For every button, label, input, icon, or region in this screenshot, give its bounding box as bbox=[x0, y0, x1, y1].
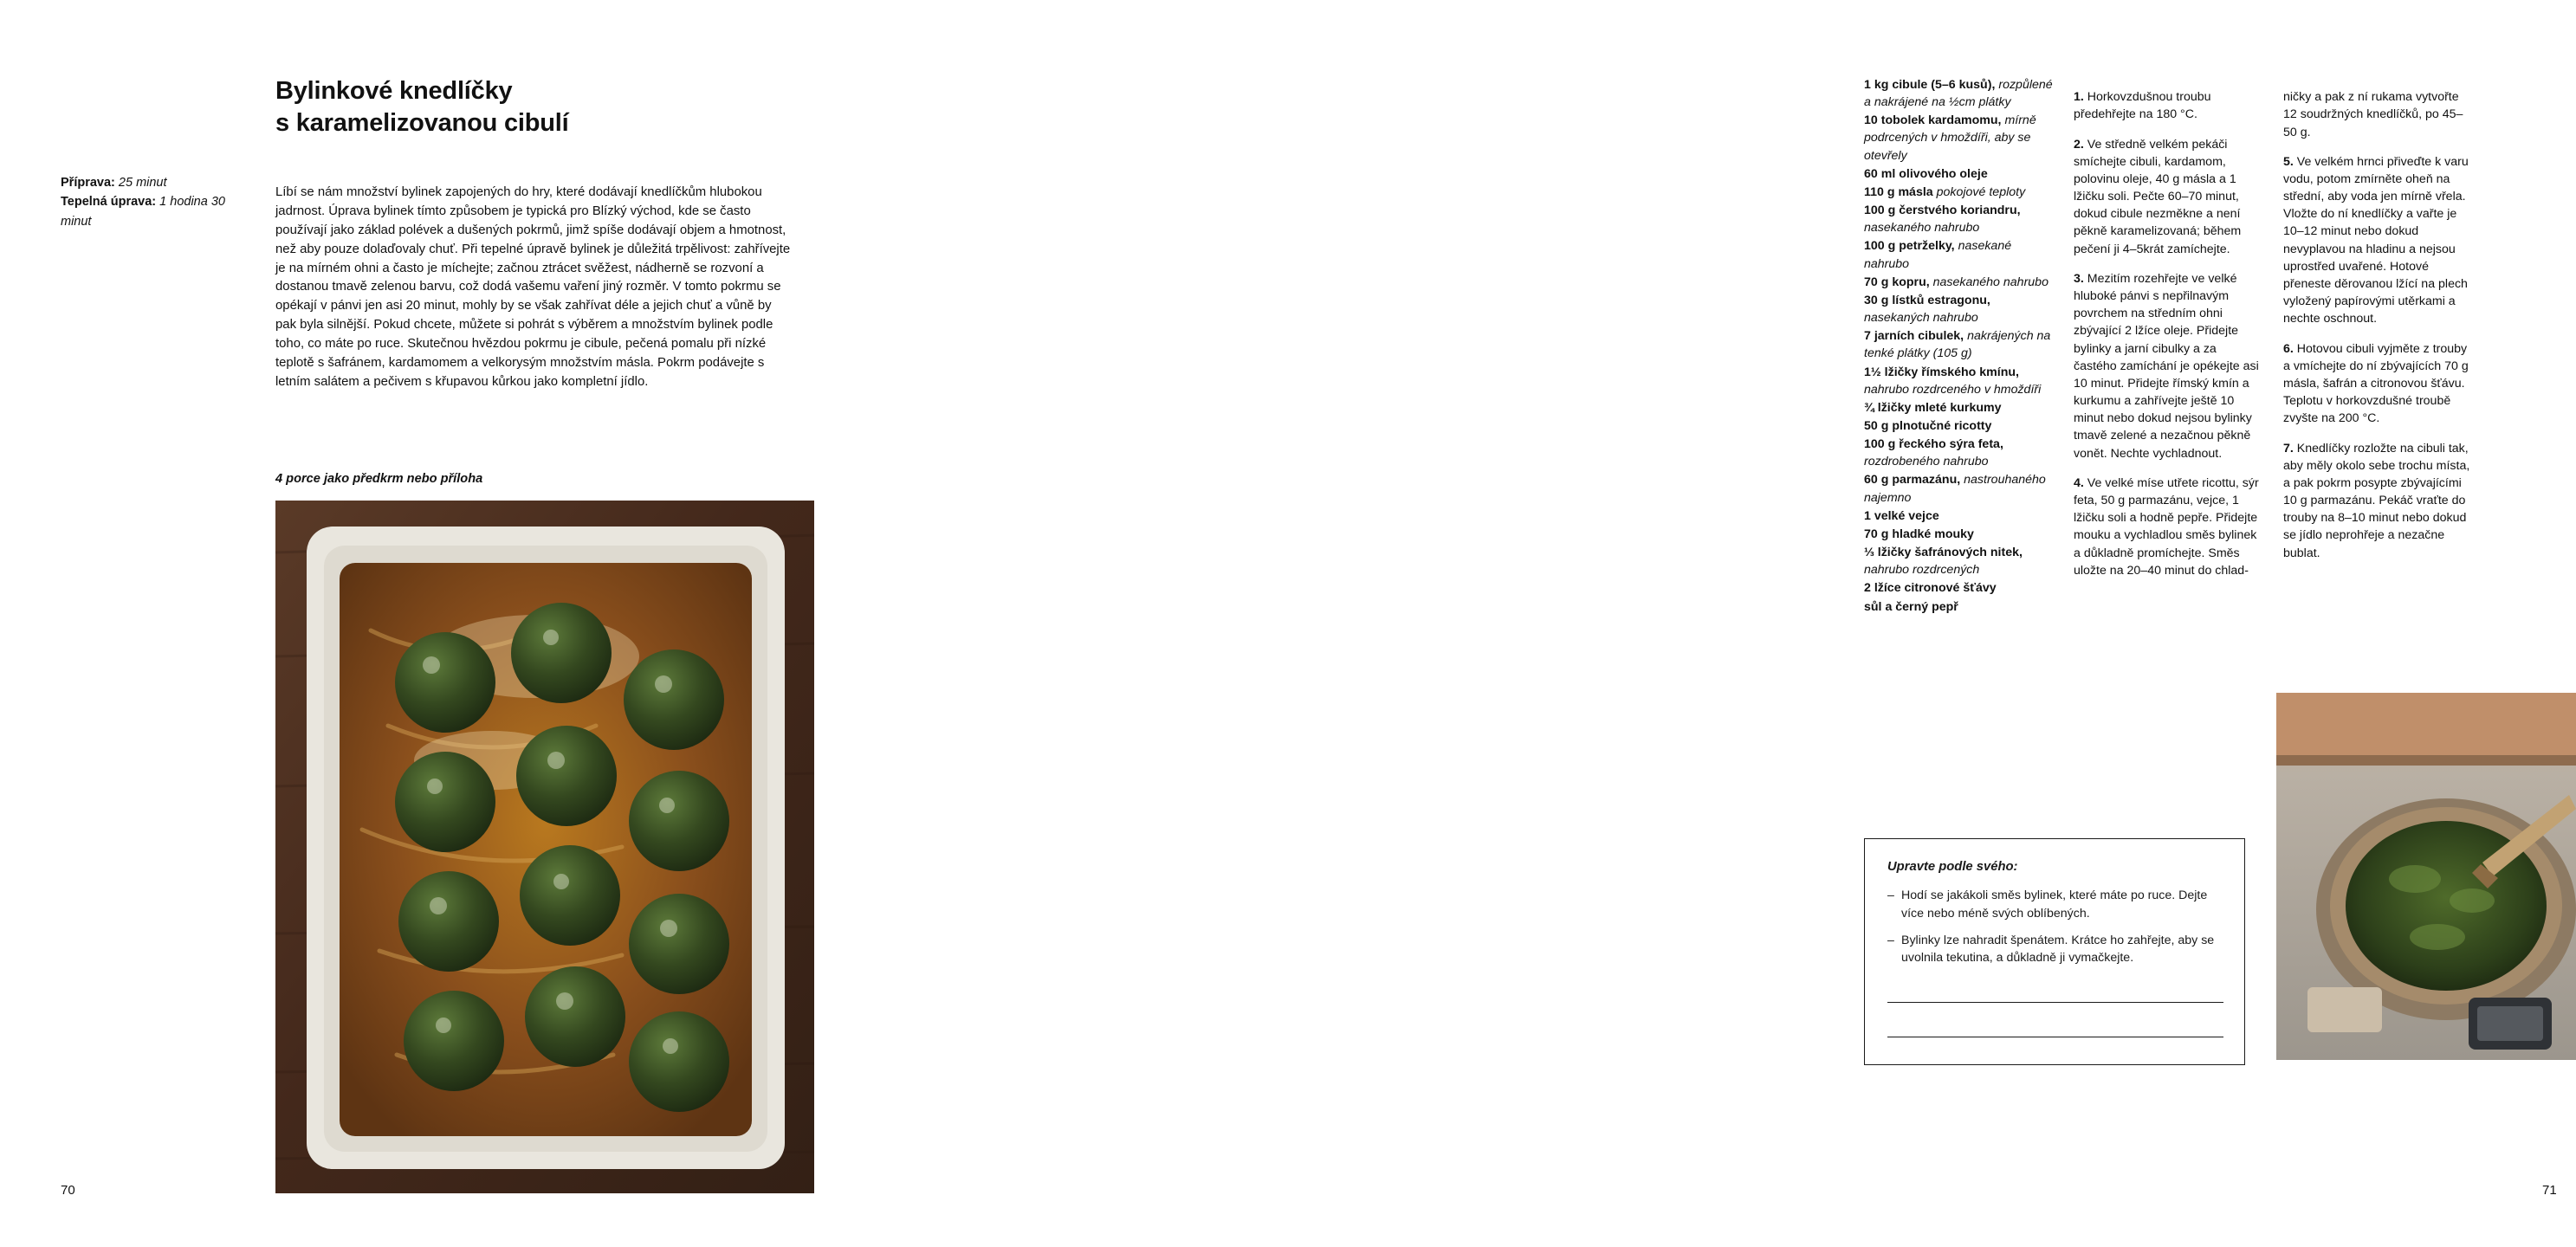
tip-box bbox=[1864, 838, 2245, 1065]
ingredient-item bbox=[1864, 165, 2053, 183]
method-step bbox=[2283, 440, 2476, 562]
ingredient-note: mírně podrcených v hmoždíři, aby se otevřely bbox=[1864, 113, 2036, 163]
cook-label: Tepelná úprava: bbox=[61, 195, 157, 210]
method-step bbox=[2074, 270, 2262, 462]
method-step bbox=[2283, 340, 2476, 428]
recipe-intro: Líbí se nám množství bylinek zapojených do hry, které dodávají knedlíčkům hlubokou jadrnost. Úprava bylinek tímto způsobem je typická pro Blízký východ, kde se často používají jako základ polévek a dušených pokrmů, jimž spíše dodávají objem a hmotnost, než aby pouze dolaďovaly chuť. Při tepelné úpravě bylinek je důležitá trpělivost: zahřívejte je na mírném ohni a často je míchejte; začnou ztrácet svěžest, nádherně se rozvoní a dostanou tmavě zelenou barvu, což dodá vašemu vaření jiný rozměr. V tomto pokrmu se opékají v pánvi jen asi 20 minut, mohly by se však zahřívat déle a jejich chuť a vůně by pak byla silnější. Pokud chcete, můžete si pohrát s výběrem a množstvím bylinek podle toho, co máte po ruce. Skutečnou hvězdou pokrmu je cibule, pečená pomalu při nízké teplotě s šafránem, kardamomem a velkorysým množstvím másla. Pokrm podávejte s letním salátem a pečivem s křupavou kůrkou jako kompletní jídlo. bbox=[275, 184, 791, 389]
step-number: 2. bbox=[2074, 137, 2084, 152]
ingredients-list bbox=[1864, 76, 2053, 617]
ingredient-note: rozpůlené a nakrájené na ½cm plátky bbox=[1864, 78, 2053, 110]
ingredient-item bbox=[1864, 76, 2053, 111]
step-number: 5. bbox=[2283, 154, 2294, 169]
ingredient-main: 60 g parmazánu, bbox=[1864, 473, 1961, 488]
ingredient-main: 1 velké vejce bbox=[1864, 508, 1939, 523]
method-step bbox=[2074, 475, 2262, 579]
ingredient-main: 100 g petrželky, bbox=[1864, 239, 1955, 254]
ingredient-item bbox=[1864, 507, 2053, 525]
ingredient-item bbox=[1864, 327, 2053, 362]
ingredient-note: pokojové teploty bbox=[1936, 184, 2026, 199]
step-text: ničky a pak z ní rukama vytvořte 12 soudržných knedlíčků, po 45–50 g. bbox=[2283, 90, 2463, 139]
ingredient-main: ⅓ lžičky šafránových nitek, bbox=[1864, 546, 2023, 560]
step-text: Ve velkém hrnci přiveďte k varu vodu, potom zmírněte oheň na střední, aby voda jen mírně vřela. Vložte do ní knedlíčky a vařte je 10–12 minut nebo dokud nevyplavou na hladinu a nejsou uprostřed uvařené. Hotové přeneste děrovanou lžící na plech vyložený papírovými utěrkami a nechte oschnout. bbox=[2283, 154, 2469, 326]
method-column-1 bbox=[2074, 76, 2262, 591]
tip-box-heading: Upravte podle svého: bbox=[1887, 860, 2018, 874]
ingredient-main: 100 g řeckého sýra feta, bbox=[1864, 437, 2003, 452]
tip-box-list bbox=[1887, 887, 2222, 966]
ingredient-main: 7 jarních cibulek, bbox=[1864, 329, 1964, 344]
ingredient-item bbox=[1864, 237, 2053, 272]
step-text: Knedlíčky rozložte na cibuli tak, aby měly okolo sebe trochu místa, a pak pokrm posypte zbývajícími 10 g parmazánu. Pekáč vraťte do trouby na 8–10 minut nebo dokud se jídlo neprohřeje a nezačne bublat. bbox=[2283, 441, 2470, 560]
ingredient-item bbox=[1864, 112, 2053, 164]
recipe-meta bbox=[61, 173, 243, 231]
recipe-photo-main bbox=[275, 501, 814, 1193]
ingredient-note: nakrájených na tenké plátky (105 g) bbox=[1864, 329, 2051, 361]
prep-value: 25 minut bbox=[118, 176, 167, 190]
page-number-left: 70 bbox=[61, 1183, 75, 1198]
method-step bbox=[2074, 136, 2262, 258]
title-line-1: Bylinkové knedlíčky bbox=[275, 77, 513, 106]
tip-item: – Hodí se jakákoli směs bylinek, které máte po ruce. Dejte více nebo méně svých oblíbených. bbox=[1887, 887, 2222, 922]
step-number: 7. bbox=[2283, 441, 2294, 456]
ingredient-note: nasekaného nahrubo bbox=[1864, 221, 1980, 236]
tip-item: – Bylinky lze nahradit špenátem. Krátce ho zahřejte, aby se uvolnila tekutina, a důkladně ji vymačkejte. bbox=[1887, 932, 2222, 967]
note-rule bbox=[1887, 1002, 2223, 1003]
ingredient-main: 110 g másla bbox=[1864, 184, 1933, 199]
step-number: 1. bbox=[2074, 90, 2084, 105]
step-number: 4. bbox=[2074, 475, 2084, 490]
page-title bbox=[275, 75, 812, 139]
method-column-2 bbox=[2283, 76, 2476, 574]
ingredient-item bbox=[1864, 399, 2053, 417]
ingredient-main: 70 g kopru, bbox=[1864, 275, 1930, 289]
recipe-servings: 4 porce jako předkrm nebo příloha bbox=[275, 471, 483, 486]
ingredient-note: nahrubo rozdrcených bbox=[1864, 563, 1980, 578]
step-text: Ve středně velkém pekáči smíchejte cibuli, kardamom, polovinu oleje, 40 g másla a 1 lžičku soli. Pečte 60–70 minut, dokud cibule nezměkne a není pěkně karamelizovaná; během pečení ji 4–5krát zamíchejte. bbox=[2074, 137, 2242, 256]
ingredient-item bbox=[1864, 364, 2053, 398]
step-text: Ve velké míse utřete ricottu, sýr feta, 50 g parmazánu, vejce, 1 lžičku soli a hodně pepře. Přidejte mouku a vychladlou směs bylinek a důkladně promíchejte. Směs uložte na 20–40 minut do chlad- bbox=[2074, 475, 2259, 578]
ingredient-note: nahrubo rozdrceného v hmoždíři bbox=[1864, 382, 2042, 397]
ingredient-note: nastrouhaného najemno bbox=[1864, 473, 2046, 505]
ingredient-main: 50 g plnotučné ricotty bbox=[1864, 418, 1992, 433]
cook-value: 1 hodina 30 minut bbox=[61, 195, 225, 229]
ingredient-item bbox=[1864, 436, 2053, 470]
prep-label: Příprava: bbox=[61, 176, 115, 190]
method-step bbox=[2074, 88, 2262, 123]
ingredient-item bbox=[1864, 184, 2053, 201]
title-line-2: s karamelizovanou cibulí bbox=[275, 108, 569, 137]
ingredient-item bbox=[1864, 274, 2053, 291]
ingredient-main: 60 ml olivového oleje bbox=[1864, 166, 1988, 181]
ingredient-note: nasekaného nahrubo bbox=[1932, 275, 2049, 289]
prep-time bbox=[61, 173, 243, 192]
ingredient-note: nasekané nahrubo bbox=[1864, 239, 2012, 271]
step-text: Hotovou cibuli vyjměte z trouby a vmíchejte do ní zbývajících 70 g másla, šafrán a citronovou šťávu. Teplotu v horkovzdušné troubě zvyšte na 200 °C. bbox=[2283, 341, 2469, 426]
ingredient-main: 2 lžíce citronové šťávy bbox=[1864, 581, 1997, 596]
ingredient-main: 1½ lžičky římského kmínu, bbox=[1864, 365, 2019, 379]
method-step bbox=[2283, 153, 2476, 328]
ingredient-main: ¾ lžičky mleté kurkumy bbox=[1864, 400, 2002, 415]
page-number-right: 71 bbox=[2542, 1183, 2557, 1198]
recipe-photo-secondary bbox=[2276, 693, 2576, 1060]
step-text: Mezitím rozehřejte ve velké hluboké pánvi s nepřilnavým povrchem na středním ohni zbývající 2 lžíce oleje. Přidejte bylinky a jarní cibulky a za častého zamíchání je opékejte asi 10 minut. Přidejte římský kmín a kurkumu a zahřívejte ještě 10 minut nebo dokud nejsou bylinky tmavě zelené a nezačnou pěkně vonět. Nechte vychladnout. bbox=[2074, 271, 2259, 461]
ingredient-item bbox=[1864, 202, 2053, 236]
ingredient-main: 100 g čerstvého koriandru, bbox=[1864, 204, 2021, 218]
ingredient-main: 30 g lístků estragonu, bbox=[1864, 293, 1990, 307]
page-right bbox=[883, 0, 2557, 1247]
step-number: 3. bbox=[2074, 271, 2084, 286]
step-number: 6. bbox=[2283, 341, 2294, 356]
ingredient-note: nasekaných nahrubo bbox=[1864, 311, 1978, 326]
ingredient-item bbox=[1864, 471, 2053, 506]
ingredient-item bbox=[1864, 579, 2053, 597]
ingredient-main: sůl a černý pepř bbox=[1864, 599, 1958, 614]
ingredient-item bbox=[1864, 417, 2053, 435]
ingredient-main: 10 tobolek kardamomu, bbox=[1864, 113, 2002, 128]
ingredient-item bbox=[1864, 544, 2053, 578]
cook-time bbox=[61, 192, 243, 231]
ingredient-item bbox=[1864, 292, 2053, 326]
step-text: Horkovzdušnou troubu předehřejte na 180 °C. bbox=[2074, 90, 2211, 122]
ingredient-main: 70 g hladké mouky bbox=[1864, 527, 1974, 541]
ingredient-item bbox=[1864, 526, 2053, 543]
page-left bbox=[0, 0, 883, 1247]
ingredient-main: 1 kg cibule (5–6 kusů), bbox=[1864, 78, 1996, 92]
ingredient-item bbox=[1864, 598, 2053, 616]
ingredient-note: rozdrobeného nahrubo bbox=[1864, 455, 1989, 469]
method-step-continuation bbox=[2283, 88, 2476, 140]
